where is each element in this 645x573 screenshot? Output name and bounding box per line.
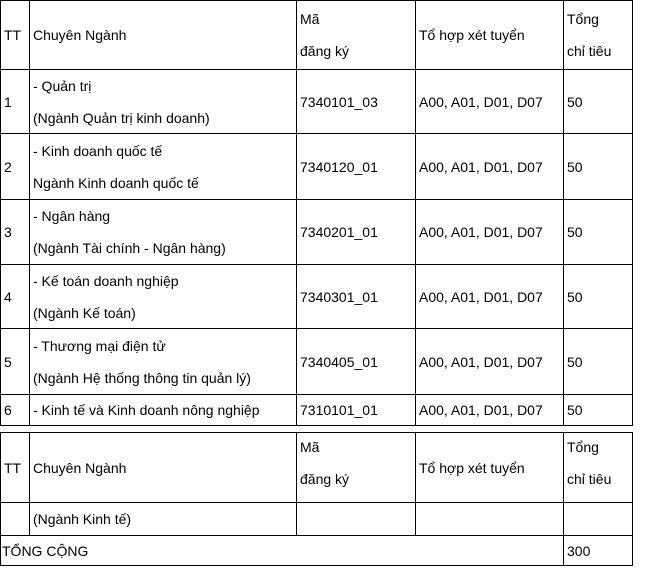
table-row [1,395,633,426]
table-row [1,200,633,265]
header-code-line1: Mã [300,11,320,27]
row-major: - Kinh tế và Kinh doanh nông nghiệp [30,395,297,426]
row-tt: 5 [1,329,30,395]
header-quota-line2: chỉ tiêu [567,471,612,487]
header-tt: TT [1,1,30,70]
row-combo: A00, A01, D01, D07 [416,200,564,265]
row-combo: A00, A01, D01, D07 [416,134,564,200]
row-quota: 50 [564,200,633,265]
table-row [1,265,633,329]
row-quota: 50 [564,265,633,329]
header-code [297,433,416,503]
row-major: (Ngành Kinh tế) [30,503,297,536]
row-major-line1: - Kế toán doanh nghiệp [33,272,179,289]
row-combo: A00, A01, D01, D07 [416,329,564,395]
row-major-line1: - Quản trị [33,77,92,94]
header-quota-line1: Tổng [567,439,599,455]
table-row-continuation [1,503,633,536]
header-quota [564,433,633,503]
row-quota: 50 [564,134,633,200]
row-tt: 4 [1,265,30,329]
header-quota-line2: chỉ tiêu [567,43,612,59]
table-row [1,134,633,200]
row-major [30,134,297,200]
row-major-line2: (Ngành Tài chính - Ngân hàng) [33,240,226,256]
row-combo: A00, A01, D01, D07 [416,265,564,329]
header-code-line2: đăng ký [300,471,350,487]
header-tt: TT [1,433,30,503]
header-row [1,1,633,70]
header-quota-line1: Tổng [567,11,599,27]
header-code-line2: đăng ký [300,43,350,59]
header-code-line1: Mã [300,439,320,455]
row-tt: 3 [1,200,30,265]
total-value: 300 [564,536,633,566]
total-row [1,536,633,566]
header-row-repeat [1,433,633,503]
row-tt: 6 [1,395,30,426]
row-tt [1,503,30,536]
table-row [1,329,633,395]
table-row [1,70,633,134]
row-major-line2: (Ngành Hệ thống thông tin quản lý) [33,369,251,386]
row-code: 7340201_01 [297,200,416,265]
row-major-line1: - Thương mại điện tử [33,337,166,354]
row-major [30,265,297,329]
row-code: 7340101_03 [297,70,416,134]
header-combo: Tổ hợp xét tuyển [416,1,564,70]
row-major [30,329,297,395]
admission-table-part2 [0,432,633,566]
row-code: 7340301_01 [297,265,416,329]
row-quota [564,503,633,536]
header-major: Chuyên Ngành [30,1,297,70]
total-label: TỔNG CỘNG [1,536,564,566]
row-major-line2: (Ngành Quản trị kinh doanh) [33,109,210,126]
header-quota [564,1,633,70]
row-code: 7310101_01 [297,395,416,426]
row-major-line1: - Ngân hàng [33,208,111,224]
header-combo: Tổ hợp xét tuyển [416,433,564,503]
row-major-line2: (Ngành Kế toán) [33,304,136,321]
row-combo: A00, A01, D01, D07 [416,395,564,426]
row-quota: 50 [564,329,633,395]
row-code [297,503,416,536]
row-combo: A00, A01, D01, D07 [416,70,564,134]
row-tt: 2 [1,134,30,200]
header-major: Chuyên Ngành [30,433,297,503]
header-code [297,1,416,70]
row-major-line2: Ngành Kinh doanh quốc tế [33,174,199,191]
row-major-line1: - Kinh doanh quốc tế [33,142,163,159]
row-quota: 50 [564,70,633,134]
row-code: 7340405_01 [297,329,416,395]
row-code: 7340120_01 [297,134,416,200]
row-major [30,200,297,265]
row-quota: 50 [564,395,633,426]
row-major [30,70,297,134]
row-tt: 1 [1,70,30,134]
row-combo [416,503,564,536]
